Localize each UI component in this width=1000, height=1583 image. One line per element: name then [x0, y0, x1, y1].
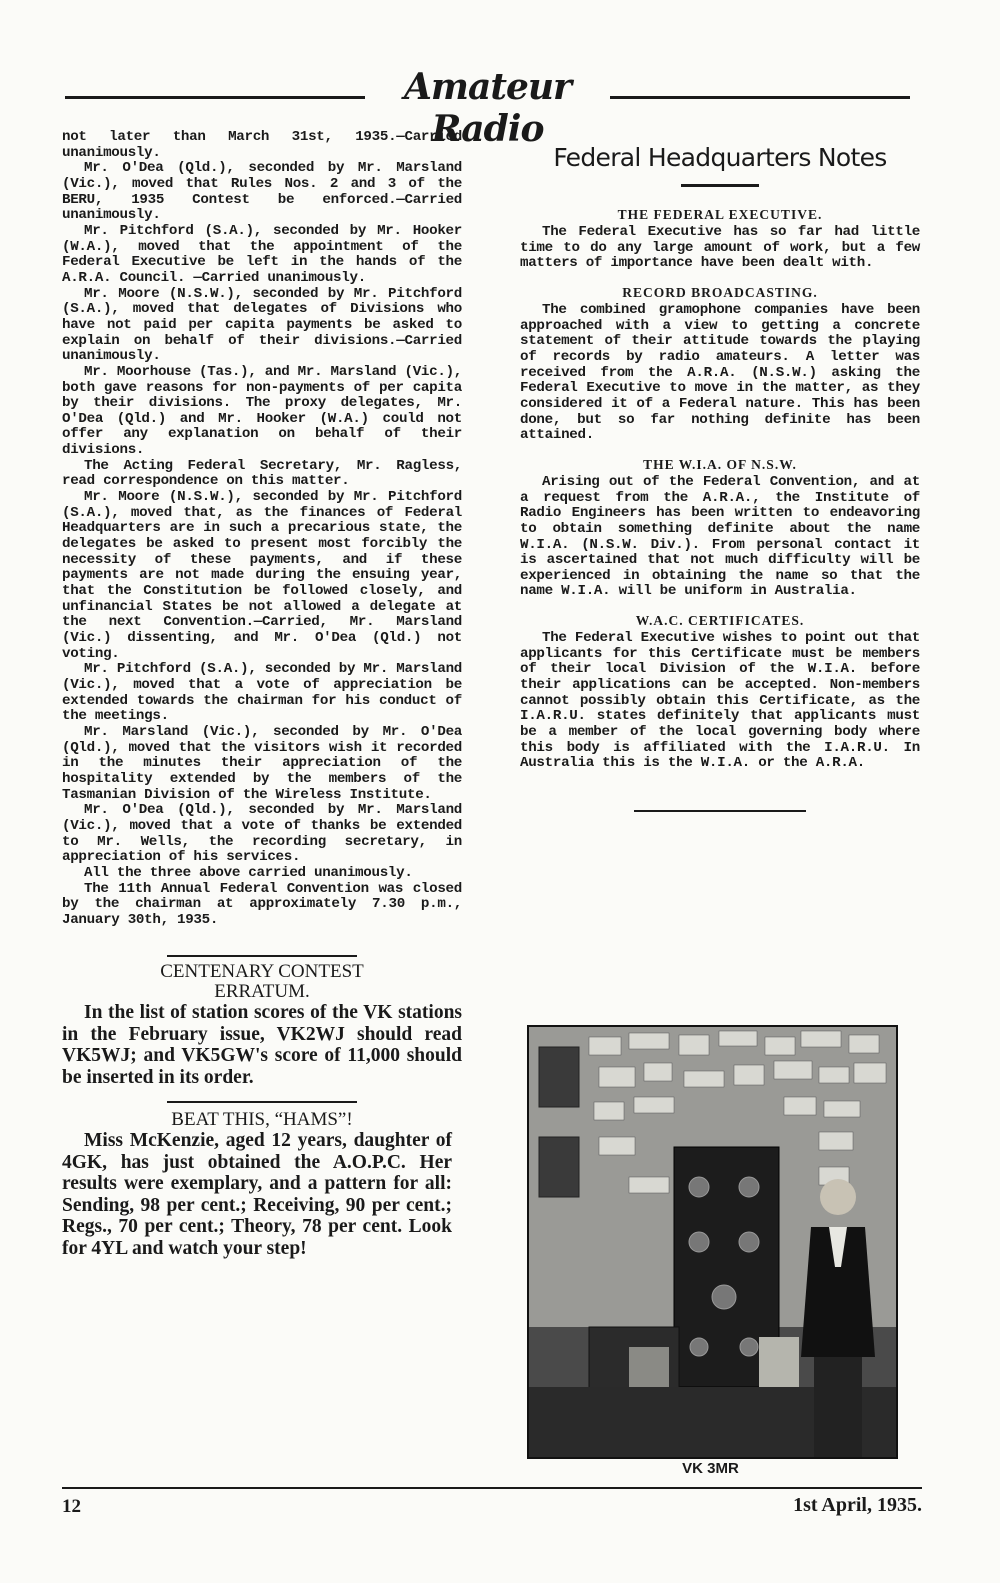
radio-station-image [529, 1027, 896, 1457]
page-number: 12 [62, 1496, 81, 1517]
federal-executive-text: The Federal Executive has so far had little time to do any large amount of work, but a few matters of importance have been dealt with. [520, 224, 920, 272]
paragraph: All the three above carried unanimously. [84, 864, 413, 881]
heading-record-broadcasting: RECORD BROADCASTING. [622, 284, 818, 300]
paragraph: Mr. Moore (N.S.W.), seconded by Mr. Pitchford (S.A.), moved that delegates of Divisions who have not paid per capita payments be asked to explain on behalf of their divisions.—Carried unanimously. [62, 285, 462, 365]
paragraph: Mr. O'Dea (Qld.), seconded by Mr. Marsland (Vic.), moved that a vote of thanks be extended to Mr. Wells, the recording secretary, in appreciation of his services. [62, 802, 462, 866]
beat-this-box [62, 1101, 462, 1259]
photo-caption: VK 3MR [682, 1460, 739, 1477]
beat-rule [167, 1101, 357, 1103]
footer-rule [62, 1487, 922, 1489]
erratum-rule [167, 955, 357, 957]
paragraph: Mr. Moore (N.S.W.), seconded by Mr. Pitchford (S.A.), moved that, as the finances of Federal Headquarters are in such a precarious state, the delegates be asked to present most forcibly the necessity of these payments, and if these payments are not made during the ensuing year, that the Constitution be followed closely, and unfinancial States be not allowed a delegate at the next Convention.—Carried, Mr. Marsland (Vic.) dissenting, and Mr. O'Dea (Qld.) not voting. [62, 489, 462, 662]
section-end-rule [634, 810, 806, 812]
beat-title: BEAT THIS, “HAMS”! [171, 1109, 353, 1131]
paragraph: Mr. Moorhouse (Tas.), and Mr. Marsland (Vic.), both gave reasons for non-payments of per capita by their divisions. The proxy delegates, Mr. O'Dea (Qld.) and Mr. Hooker (W.A.) could not offer any explanation on behalf of their divisions. [62, 363, 462, 459]
erratum-title-line1: CENTENARY CONTEST [160, 961, 364, 983]
title-rule [681, 184, 759, 187]
masthead-rule-right [610, 96, 910, 99]
masthead-rule-left [65, 96, 365, 99]
wia-nsw-text: Arising out of the Federal Convention, and at a request from the A.R.A., the Institute of Radio Engineers has been written to endeavoring to obtain something definite about the name W.I.A. (N.S.W. Div.). From personal contact it is ascertained that not much difficulty will be experienced in obtaining the name so that the name W.I.A. will be uniform in Australia. [520, 473, 920, 600]
right-column [520, 130, 920, 812]
record-broadcasting-text: The combined gramophone companies have been approached with a view to getting a concrete statement of their attitude towards the playing of records by radio amateurs. A letter was received from the A.R.A. (N.S.W.) asking the Federal Executive to move in the matter, as they considered it of a Federal nature. This has been done, but so far nothing definite has been attained. [520, 301, 920, 444]
section-title: Federal Headquarters Notes [553, 143, 887, 172]
paragraph: The 11th Annual Federal Convention was closed by the chairman at approximately 7.30 p.m., January 30th, 1935. [62, 880, 462, 928]
station-photo [527, 1025, 898, 1459]
paragraph: not later than March 31st, 1935.—Carried unanimously. [62, 129, 462, 161]
heading-wac-certificates: W.A.C. CERTIFICATES. [635, 613, 805, 629]
wac-certificates-text: The Federal Executive wishes to point out that applicants for this Certificate must be members of their local Division of the W.I.A. before their applications can be accepted. Non-members cannot possibly obtain this Certificate, as the I.A.R.U. states definitely that applicants must be a member of the local governing body where this body is affiliated with the I.A.R.U. In Australia this is the W.I.A. or the A.R.A. [520, 630, 920, 772]
paragraph: Mr. Pitchford (S.A.), seconded by Mr. Hooker (W.A.), moved that the appointment of the Federal Executive be left in the hands of the A.R.A. Council. —Carried unanimously. [62, 222, 462, 286]
left-column [62, 130, 462, 1259]
erratum-body: In the list of station scores of the VK stations in the February issue, VK2WJ should read VK5WJ; and VK5GW's score of 11,000 should be inserted in its order. [62, 1002, 462, 1088]
beat-body: Miss McKenzie, aged 12 years, daughter of 4GK, has just obtained the A.O.P.C. Her results were exemplary, and a pattern for all: Sending, 98 per cent.; Receiving, 90 per cent.; Regs., 70 per cent.; Theory, 78 per cent. Look for 4YL and watch your step! [62, 1130, 452, 1259]
convention-minutes [62, 130, 462, 928]
issue-date: 1st April, 1935. [793, 1494, 922, 1516]
paragraph: Mr. Marsland (Vic.), seconded by Mr. O'Dea (Qld.), moved that the visitors wish it recorded in the minutes their appreciation of the hospitality extended by the members of the Tasmanian Division of the Wireless Institute. [62, 723, 462, 803]
publication-title: Amateur Radio [403, 66, 572, 150]
heading-federal-executive: THE FEDERAL EXECUTIVE. [617, 207, 823, 222]
paragraph: The Acting Federal Secretary, Mr. Ragless, read correspondence on this matter. [62, 457, 462, 490]
paragraph: Mr. O'Dea (Qld.), seconded by Mr. Marsland (Vic.), moved that Rules Nos. 2 and 3 of the BERU, 1935 Contest be enforced.—Carried unanimously. [62, 160, 462, 224]
erratum-box [62, 955, 462, 1088]
heading-wia-nsw: THE W.I.A. OF N.S.W. [643, 456, 797, 472]
erratum-title-line2: ERRATUM. [214, 981, 310, 1003]
paragraph: Mr. Pitchford (S.A.), seconded by Mr. Marsland (Vic.), moved that a vote of appreciation be extended towards the chairman for his conduct of the meetings. [62, 661, 462, 725]
